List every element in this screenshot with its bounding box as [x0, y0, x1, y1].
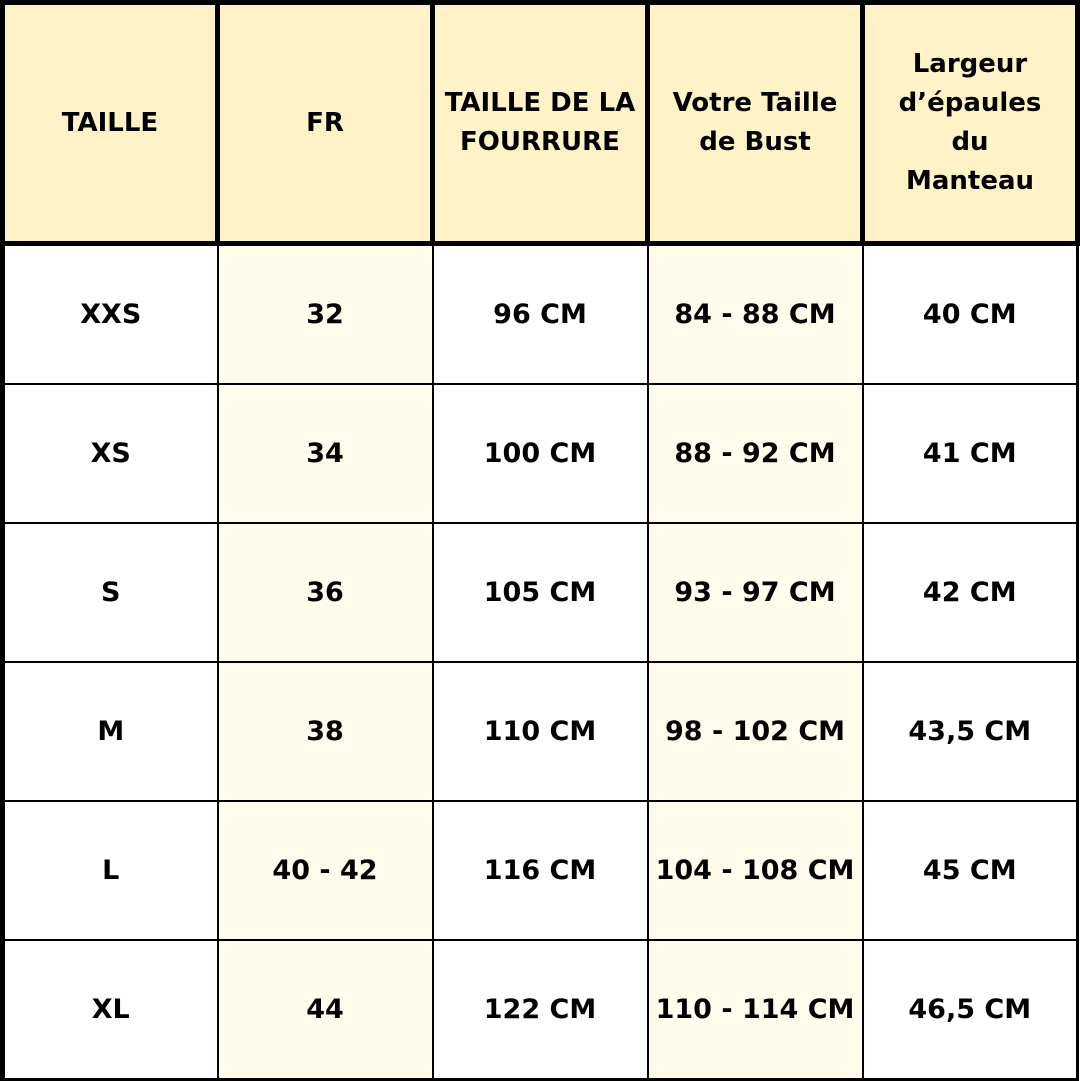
cell-taille: XL [3, 940, 218, 1080]
cell-bust-size: 98 - 102 CM [648, 662, 863, 801]
cell-bust-size: 110 - 114 CM [648, 940, 863, 1080]
cell-shoulder-width: 45 CM [863, 801, 1078, 940]
cell-shoulder-width: 40 CM [863, 244, 1078, 385]
table-row [3, 940, 1078, 1080]
table-row [3, 801, 1078, 940]
header-bust-size [648, 3, 863, 244]
cell-bust-size: 88 - 92 CM [648, 384, 863, 523]
cell-fr: 32 [218, 244, 433, 385]
cell-fur-size: 122 CM [433, 940, 648, 1080]
header-label: TAILLE [61, 107, 159, 138]
header-shoulder-width [863, 3, 1078, 244]
header-taille [3, 3, 218, 244]
header-label: TAILLE DE LA FOURRURE [444, 88, 636, 157]
header-fr [218, 3, 433, 244]
cell-fur-size: 100 CM [433, 384, 648, 523]
cell-bust-size: 104 - 108 CM [648, 801, 863, 940]
header-label: Votre Taille de Bust [672, 88, 838, 157]
cell-shoulder-width: 42 CM [863, 523, 1078, 662]
table-body [3, 244, 1078, 1080]
cell-fur-size: 116 CM [433, 801, 648, 940]
cell-fr: 38 [218, 662, 433, 801]
cell-fur-size: 105 CM [433, 523, 648, 662]
header-label: FR [306, 107, 344, 138]
cell-fr: 44 [218, 940, 433, 1080]
cell-fur-size: 96 CM [433, 244, 648, 385]
cell-taille: XXS [3, 244, 218, 385]
cell-shoulder-width: 41 CM [863, 384, 1078, 523]
cell-shoulder-width: 43,5 CM [863, 662, 1078, 801]
header-fur-size [433, 3, 648, 244]
cell-fr: 34 [218, 384, 433, 523]
header-label: Largeur d’épaules du Manteau [898, 49, 1042, 196]
cell-fur-size: 110 CM [433, 662, 648, 801]
cell-taille: S [3, 523, 218, 662]
table-row [3, 384, 1078, 523]
cell-taille: XS [3, 384, 218, 523]
table-row [3, 523, 1078, 662]
table-header [3, 3, 1078, 244]
cell-taille: L [3, 801, 218, 940]
cell-shoulder-width: 46,5 CM [863, 940, 1078, 1080]
cell-taille: M [3, 662, 218, 801]
cell-fr: 36 [218, 523, 433, 662]
cell-bust-size: 93 - 97 CM [648, 523, 863, 662]
cell-bust-size: 84 - 88 CM [648, 244, 863, 385]
table-row [3, 244, 1078, 385]
table-row [3, 662, 1078, 801]
header-row [3, 3, 1078, 244]
cell-fr: 40 - 42 [218, 801, 433, 940]
